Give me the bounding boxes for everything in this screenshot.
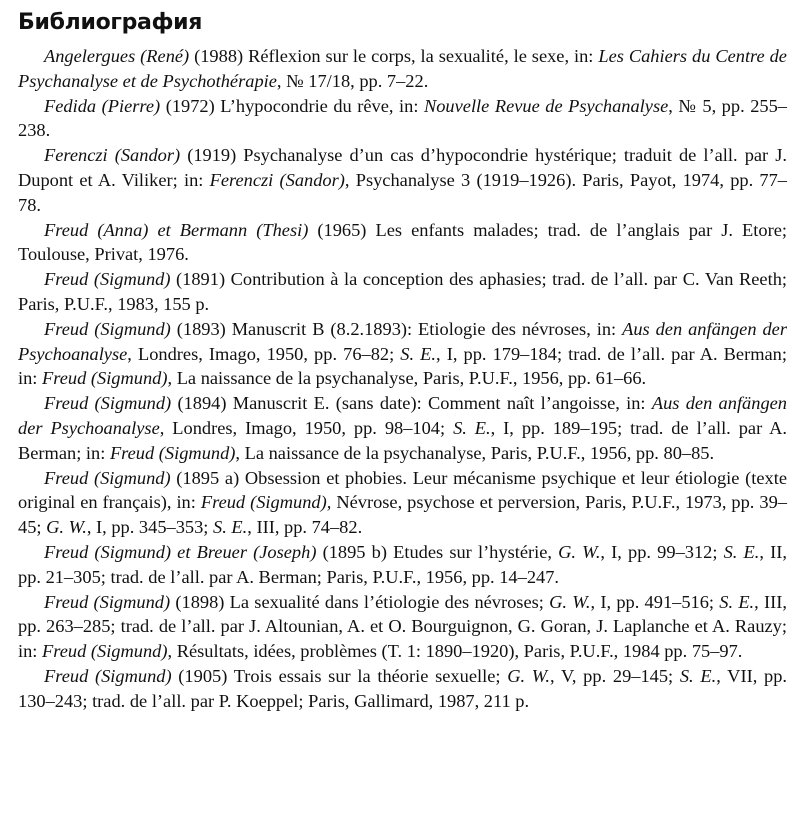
entry-text: (1988) Réflexion sur le corps, la sexualité, le sexe, in: bbox=[189, 46, 599, 66]
entry-text: , III, pp. 74–82. bbox=[247, 517, 363, 538]
entry-text: (1919) Psychanalyse d’un cas d’hypocondrie hystérique; traduit de l’all. par J. Dupont et A. Viliker; in: bbox=[18, 145, 788, 190]
entry-text: , Psychanalyse 3 (1919–1926). Paris, Payot, 1974, pp. 77–78. bbox=[18, 169, 787, 215]
entry-text: , V, pp. 29–145; bbox=[550, 665, 680, 686]
bibliography-entry bbox=[18, 94, 787, 144]
entry-italic-text: S. E. bbox=[400, 343, 437, 364]
entry-text: (1972) L’hypocondrie du rêve, in: bbox=[160, 95, 424, 116]
page-title: Библиография bbox=[18, 10, 203, 35]
entry-text: (1965) Les enfants malades; trad. de l’anglais par J. Etore; Toulouse, Privat, 1976. bbox=[18, 219, 787, 265]
entry-text: , I, pp. 179–184; trad. de l’all. par A. Berman; in: bbox=[18, 343, 787, 389]
entry-text: (1898) La sexualité dans l’étiologie des névroses; bbox=[170, 591, 550, 612]
entry-text: Névrose, psychose et perversion, Paris, P.U.F., 1973, pp. 39–45; bbox=[18, 492, 787, 538]
entry-italic-text: Freud (Anna) et Bermann (Thesi) bbox=[44, 219, 309, 240]
bibliography-entry bbox=[18, 590, 787, 664]
entry-italic-text: Freud (Sigmund) bbox=[44, 269, 171, 290]
bibliography-entry bbox=[18, 44, 787, 94]
entry-text: , La naissance de la psychanalyse, Paris, P.U.F., 1956, pp. 80–85. bbox=[235, 442, 715, 463]
entry-text: , Londres, Imago, 1950, pp. 76–82; bbox=[127, 343, 401, 364]
entry-italic-text: S. E. bbox=[213, 517, 248, 538]
entry-text: (1893) Manuscrit B (8.2.1893): Etiologie des névroses, in: bbox=[170, 318, 623, 339]
entry-text: , II, pp. 21–305; trad. de l’all. par A. Berman; Paris, P.U.F., 1956, pp. 14–247. bbox=[18, 541, 787, 587]
entry-text: , I, pp. 491–516; bbox=[590, 591, 720, 612]
entry-text: (1895 a) Obsession et phobies. Leur mécanisme psychique et leur étiologie (texte original en français), in: bbox=[18, 467, 788, 513]
bibliography-entry bbox=[18, 143, 787, 217]
entry-italic-text: S. E. bbox=[679, 665, 717, 686]
entry-text: , Londres, Imago, 1950, pp. 98–104; bbox=[159, 417, 454, 438]
entry-text: , № 17/18, pp. 7–22. bbox=[276, 70, 429, 91]
entry-italic-text: Freud (Sigmund) bbox=[109, 442, 236, 463]
entry-text: , I, pp. 345–353; bbox=[86, 517, 214, 538]
entry-italic-text: Ferenczi (Sandor) bbox=[44, 145, 181, 166]
entry-italic-text: G. W. bbox=[558, 541, 601, 562]
entry-text: (1891) Contribution à la conception des aphasies; trad. de l’all. par C. Van Reeth; Paris, P.U.F., 1983, 155 p. bbox=[18, 269, 787, 314]
entry-italic-text: Aus den anfängen der Psychoanalyse bbox=[18, 318, 787, 364]
bibliography-entry bbox=[18, 317, 787, 391]
entry-text: (1895 b) Etudes sur l’hystérie, bbox=[316, 541, 559, 562]
entry-italic-text: Les Cahiers du Centre de Psychanalyse et de Psychothérapie bbox=[18, 46, 787, 91]
entry-italic-text: G. W. bbox=[549, 591, 591, 612]
entry-italic-text: Freud (Sigmund) bbox=[44, 467, 171, 488]
entry-text: (1905) Trois essais sur la théorie sexuelle; bbox=[171, 665, 508, 686]
entry-text: , № 5, pp. 255–238. bbox=[18, 95, 787, 141]
entry-italic-text: S. E. bbox=[723, 541, 760, 562]
entry-text: , VII, pp. 130–243; trad. de l’all. par P. Koeppel; Paris, Gallimard, 1987, 211 p. bbox=[18, 665, 787, 711]
bibliography-entry bbox=[18, 218, 787, 268]
entry-italic-text: Aus den anfängen der Psychoanalyse bbox=[18, 393, 788, 438]
entry-text: , III, pp. 263–285; trad. de l’all. par J. Altounian, A. et O. Bourguignon, G. Goran, J. Laplanche et A. Rauzy; in: bbox=[18, 591, 787, 662]
bibliography-list bbox=[18, 44, 787, 714]
entry-italic-text: G. W. bbox=[507, 665, 550, 686]
entry-text: (1894) Manuscrit E. (sans date): Comment naît l’angoisse, in: bbox=[171, 393, 652, 414]
entry-italic-text: Freud (Sigmund) bbox=[44, 393, 172, 414]
entry-italic-text: S. E. bbox=[719, 591, 755, 612]
bibliography-entry bbox=[18, 391, 787, 465]
entry-italic-text: Freud (Sigmund), bbox=[200, 492, 332, 513]
entry-text: , I, pp. 189–195; trad. de l’all. par A. Berman; in: bbox=[18, 417, 787, 463]
bibliography-entry bbox=[18, 267, 787, 317]
bibliography-entry bbox=[18, 466, 787, 540]
entry-text: , La naissance de la psychanalyse, Paris, P.U.F., 1956, pp. 61–66. bbox=[167, 368, 647, 389]
entry-text: , I, pp. 99–312; bbox=[600, 541, 724, 562]
entry-italic-text: Freud (Sigmund) bbox=[42, 368, 168, 389]
entry-italic-text: Freud (Sigmund) bbox=[44, 318, 171, 339]
bibliography-entry bbox=[18, 664, 787, 714]
entry-italic-text: Nouvelle Revue de Psychanalyse bbox=[423, 95, 669, 116]
entry-italic-text: Fedida (Pierre) bbox=[44, 95, 161, 116]
entry-italic-text: G. W. bbox=[46, 517, 87, 538]
entry-italic-text: S. E. bbox=[453, 417, 491, 438]
entry-italic-text: Freud (Sigmund) et Breuer (Joseph) bbox=[44, 541, 317, 562]
entry-text: , Résultats, idées, problèmes (T. 1: 1890–1920), Paris, P.U.F., 1984 pp. 75–97. bbox=[167, 641, 743, 662]
entry-italic-text: Angelergues (René) bbox=[44, 46, 190, 66]
entry-italic-text: Freud (Sigmund) bbox=[42, 641, 168, 662]
bibliography-entry bbox=[18, 540, 787, 590]
entry-italic-text: Freud (Sigmund) bbox=[44, 591, 171, 612]
entry-italic-text: Freud (Sigmund) bbox=[44, 665, 172, 686]
entry-italic-text: Ferenczi (Sandor) bbox=[209, 169, 345, 190]
